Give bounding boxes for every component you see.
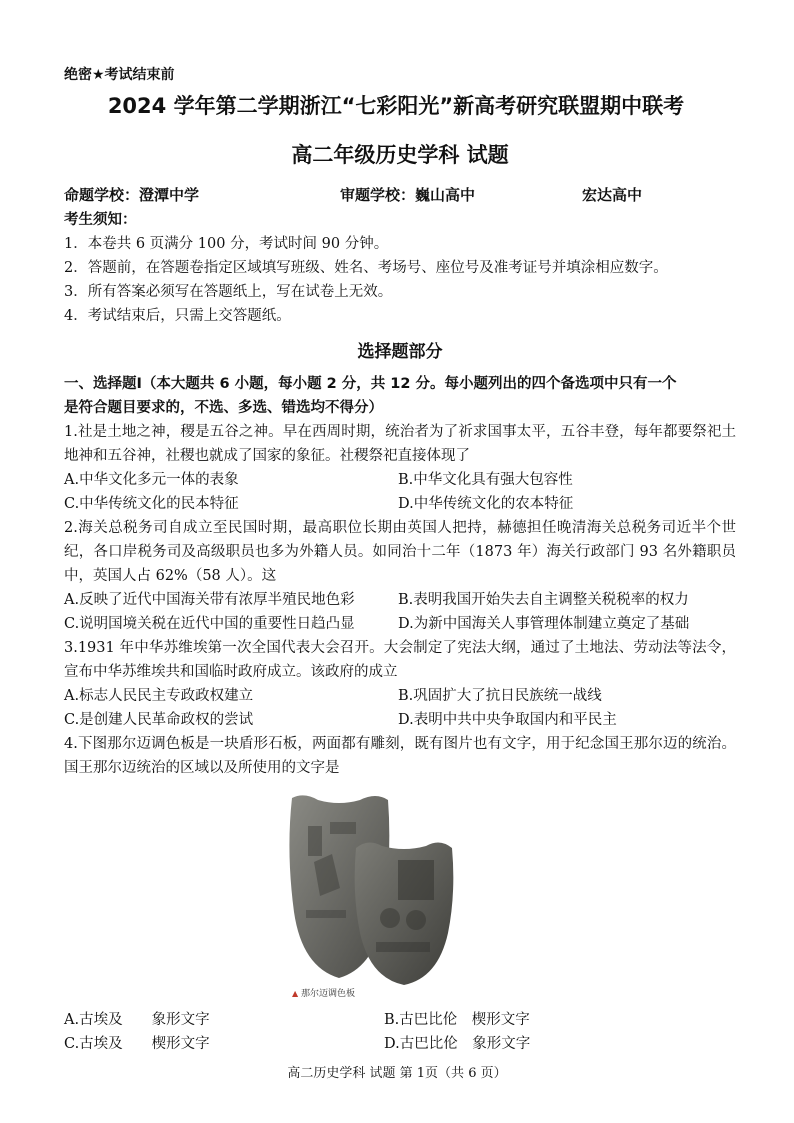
option-a: A.标志人民民主专政政权建立 [64, 688, 254, 704]
notice-title: 考生须知： [64, 212, 137, 228]
question-2-options-row-2 [64, 612, 736, 636]
narmer-palette-figure [64, 780, 736, 1008]
reviewer-school-2: 宏达高中 [582, 186, 643, 204]
option-b: B.表明我国开始失去自主调整关税税率的权力 [398, 592, 689, 608]
option-c: C.古埃及 楔形文字 [64, 1036, 210, 1052]
question-4-options-row-2 [64, 1032, 736, 1056]
notice-item: 2．答题前，在答题卷指定区域填写班级、姓名、考场号、座位号及准考证号并填涂相应数字。 [64, 260, 668, 276]
figure-caption [292, 986, 355, 999]
question-1-options-row-2 [64, 492, 736, 516]
option-d: D.中华传统文化的农本特征 [398, 496, 574, 512]
notice-item: 1．本卷共 6 页满分 100 分，考试时间 90 分钟。 [64, 236, 389, 252]
exam-subtitle: 高二年级历史学科 试题 [291, 143, 509, 167]
part-heading-line-1: 一、选择题Ⅰ（本大题共 6 小题，每小题 2 分，共 12 分。每小题列出的四个备选项中只有一个 [64, 376, 677, 392]
question-3-options-row-2 [64, 708, 736, 732]
question-3-stem: 3.1931 年中华苏维埃第一次全国代表大会召开。大会制定了宪法大纲，通过了土地法、劳动法等法令，宣布中华苏维埃共和国临时政府成立。该政府的成立 [64, 640, 736, 680]
option-b: B.巩固扩大了抗日民族统一战线 [398, 688, 602, 704]
question-2-stem: 2.海关总税务司自成立至民国时期，最高职位长期由英国人把持，赫德担任晚清海关总税务司近半个世纪，各口岸税务司及高级职员也多为外籍人员。如同治十二年（1873 年）海关行政部门 93 名外籍职员中，英国人占 62%（58 人）。这 [64, 520, 736, 584]
option-b: B.中华文化具有强大包容性 [398, 472, 573, 488]
option-a: A.中华文化多元一体的表象 [64, 472, 239, 488]
option-d: D.表明中共中央争取国内和平民主 [398, 712, 617, 728]
option-a: A.古埃及 象形文字 [64, 1012, 210, 1028]
question-4-options-row-1 [64, 1008, 736, 1032]
narmer-palette-front-image [350, 838, 458, 988]
question-3-options-row-1 [64, 684, 736, 708]
option-c: C.是创建人民革命政权的尝试 [64, 712, 254, 728]
exam-page [64, 64, 736, 1056]
exam-title: 2024 学年第二学期浙江“七彩阳光”新高考研究联盟期中联考 [107, 94, 685, 118]
proposer-school: 命题学校：澄潭中学 [64, 186, 200, 204]
option-d: D.古巴比伦 象形文字 [384, 1036, 531, 1052]
triangle-icon: ▲ [292, 989, 299, 998]
option-b: B.古巴比伦 楔形文字 [384, 1012, 530, 1028]
notice-item: 4．考试结束后，只需上交答题纸。 [64, 308, 291, 324]
question-2-options-row-1 [64, 588, 736, 612]
reviewer-school: 审题学校：巍山高中 [340, 186, 476, 204]
notice-item: 3．所有答案必须写在答题纸上，写在试卷上无效。 [64, 284, 393, 300]
option-c: C.中华传统文化的民本特征 [64, 496, 239, 512]
option-d: D.为新中国海关人事管理体制建立奠定了基础 [398, 616, 690, 632]
figure-caption-text: 那尔迈调色板 [301, 989, 356, 999]
option-a: A.反映了近代中国海关带有浓厚半殖民地色彩 [64, 592, 355, 608]
question-4-stem: 4.下图那尔迈调色板是一块盾形石板，两面都有雕刻，既有图片也有文字，用于纪念国王那尔迈的统治。国王那尔迈统治的区域以及所使用的文字是 [64, 736, 736, 776]
option-c: C.说明国境关税在近代中国的重要性日趋凸显 [64, 616, 355, 632]
secret-label: 绝密★考试结束前 [64, 67, 175, 83]
part-heading-line-2: 是符合题目要求的，不选、多选、错选均不得分） [64, 400, 383, 416]
question-1-options-row-1 [64, 468, 736, 492]
question-1-stem: 1.社是土地之神，稷是五谷之神。早在西周时期，统治者为了祈求国事太平，五谷丰登，每年都要祭祀土地神和五谷神，社稷也就成了国家的象征。社稷祭祀直接体现了 [64, 424, 736, 464]
schools-row [64, 182, 736, 208]
section-title: 选择题部分 [357, 342, 443, 362]
page-footer: 高二历史学科 试题 第 1页（共 6 页） [287, 1066, 507, 1081]
